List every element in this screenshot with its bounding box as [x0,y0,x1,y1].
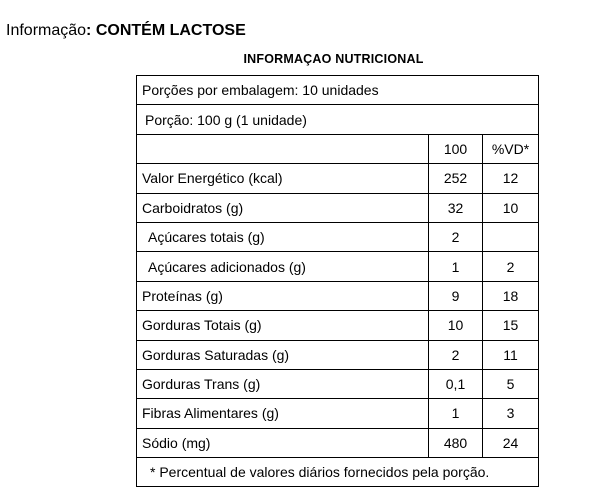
serving-size-row [137,105,539,134]
nutrient-dv: 12 [483,164,539,193]
nutrient-row-saturated-fat [137,340,539,369]
allergen-warning: : CONTÉM LACTOSE [86,22,246,39]
footnote: * Percentual de valores diários fornecidos pela porção. [137,458,539,487]
nutrient-dv: 18 [483,281,539,310]
nutrient-row-proteins [137,281,539,310]
nutrient-amount: 9 [429,281,483,310]
nutrient-amount: 32 [429,193,483,222]
nutrient-label: Gorduras Saturadas (g) [137,340,429,369]
nutrient-row-trans-fat [137,369,539,398]
servings-row [137,76,539,105]
nutrient-row-added-sugars [137,252,539,281]
nutrition-table-title: INFORMAÇAO NUTRICIONAL [243,52,424,66]
nutrient-amount: 10 [429,311,483,340]
nutrient-label: Valor Energético (kcal) [137,164,429,193]
nutrient-dv: 2 [483,252,539,281]
nutrient-row-energy [137,164,539,193]
nutrient-row-total-sugars [137,222,539,251]
column-header-dv: %VD* [483,134,539,163]
nutrient-row-sodium [137,428,539,457]
column-header-row [137,134,539,163]
nutrition-table [136,75,539,487]
nutrient-amount: 1 [429,399,483,428]
nutrient-dv: 11 [483,340,539,369]
nutrient-label: Açúcares totais (g) [137,222,429,251]
nutrient-amount: 252 [429,164,483,193]
nutrient-label: Proteínas (g) [137,281,429,310]
nutrient-amount: 480 [429,428,483,457]
nutrient-dv: 5 [483,369,539,398]
serving-size: Porção: 100 g (1 unidade) [137,105,539,134]
nutrient-label: Sódio (mg) [137,428,429,457]
nutrient-row-carbohydrates [137,193,539,222]
footnote-row [137,458,539,487]
servings-per-package: Porções por embalagem: 10 unidades [137,76,539,105]
allergen-info [6,22,246,40]
nutrient-row-total-fat [137,311,539,340]
column-header-amount: 100 [429,134,483,163]
nutrient-dv: 10 [483,193,539,222]
nutrient-amount: 1 [429,252,483,281]
nutrient-label: Gorduras Totais (g) [137,311,429,340]
nutrient-label: Fibras Alimentares (g) [137,399,429,428]
nutrient-dv: 3 [483,399,539,428]
nutrient-label: Açúcares adicionados (g) [137,252,429,281]
nutrient-label: Gorduras Trans (g) [137,369,429,398]
nutrient-amount: 0,1 [429,369,483,398]
nutrient-dv: 15 [483,311,539,340]
nutrient-dv [483,222,539,251]
header-blank-cell [137,134,429,163]
info-label: Informação [6,22,87,39]
nutrient-label: Carboidratos (g) [137,193,429,222]
nutrient-row-fiber [137,399,539,428]
nutrient-dv: 24 [483,428,539,457]
nutrient-amount: 2 [429,222,483,251]
nutrient-amount: 2 [429,340,483,369]
